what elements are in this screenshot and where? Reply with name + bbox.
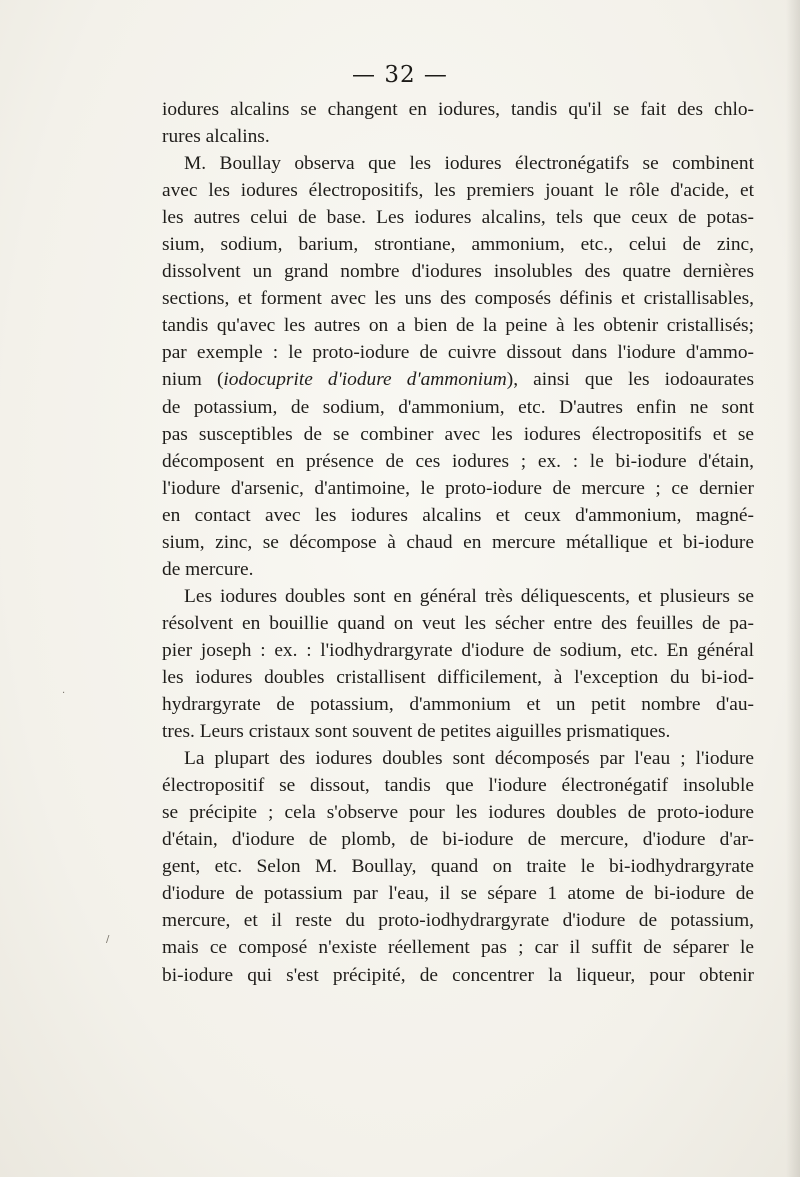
text-line: pier joseph : ex. : l'iodhydrargyrate d'iodure de sodium, etc. En général [162,639,754,661]
margin-speck: / [106,934,110,945]
page-edge-shadow [786,0,800,1177]
text-line: de potassium, de sodium, d'ammonium, etc. D'autres enfin ne sont [162,396,754,418]
margin-speck: · [62,688,66,699]
text-line: sium, sodium, barium, strontiane, ammonium, etc., celui de zinc, [162,234,754,256]
text-line: l'iodure d'arsenic, d'antimoine, le proto-iodure de mercure ; ce dernier [162,477,754,499]
text-line: hydrargyrate de potassium, d'ammonium et un petit nombre d'au- [162,694,754,716]
text-line: La plupart des iodures doubles sont décomposés par l'eau ; l'iodure [184,748,754,770]
text-line: rures alcalins. [162,126,270,148]
text-line: sections, et forment avec les uns des composés définis et cristallisables, [162,288,754,310]
italic-term: iodocuprite d'iodure d'ammonium [223,369,507,391]
text-line: résolvent en bouillie quand on veut les sécher entre des feuilles de pa- [162,612,754,634]
text-line: mais ce composé n'existe réellement pas ; car il suffit de séparer le [162,937,754,959]
text-line: dissolvent un grand nombre d'iodures insolubles des quatre dernières [162,261,754,283]
text-line: Les iodures doubles sont en général très déliquescents, et plusieurs se [184,585,754,607]
text-line: M. Boullay observa que les iodures électronégatifs se combinent [184,153,754,175]
text-line: les autres celui de base. Les iodures alcalins, tels que ceux de potas- [162,207,754,229]
text-line: de mercure. [162,558,254,580]
text-line: gent, etc. Selon M. Boullay, quand on traite le bi-iodhydrargyrate [162,856,754,878]
text-line: les iodures doubles cristallisent difficilement, à l'exception du bi-iod- [162,666,754,688]
text-line: tandis qu'avec les autres on a bien de la peine à les obtenir cristallisés; [162,315,754,337]
text-line: tres. Leurs cristaux sont souvent de petites aiguilles prismatiques. [162,721,671,743]
text-line-with-italic [162,366,754,393]
page-number: — 32 — [352,62,448,88]
text-line: en contact avec les iodures alcalins et ceux d'ammonium, magné- [162,504,754,526]
text-line: iodures alcalins se changent en iodures, tandis qu'il se fait des chlo- [162,99,754,120]
text-line: d'étain, d'iodure de plomb, de bi-iodure de mercure, d'iodure d'ar- [162,829,754,851]
text-line: avec les iodures électropositifs, les premiers jouant le rôle d'acide, et [162,180,754,202]
text-line: mercure, et il reste du proto-iodhydrargyrate d'iodure de potassium, [162,910,754,932]
text-line: pas susceptibles de se combiner avec les iodures électropositifs et se [162,423,754,445]
text-fragment: nium ( [162,369,224,391]
body-text [162,96,754,989]
text-line: décomposent en présence de ces iodures ; ex. : le bi-iodure d'étain, [162,450,754,472]
text-line: se précipite ; cela s'observe pour les iodures doubles de proto-iodure [162,802,754,824]
text-fragment: ), ainsi que les iodoaurates [506,369,754,391]
text-line: bi-iodure qui s'est précipité, de concentrer la liqueur, pour obtenir [162,964,754,986]
text-line: par exemple : le proto-iodure de cuivre dissout dans l'iodure d'ammo- [162,342,754,364]
text-line: sium, zinc, se décompose à chaud en mercure métallique et bi-iodure [162,531,754,553]
text-line: électropositif se dissout, tandis que l'iodure électronégatif insoluble [162,775,754,797]
text-line: d'iodure de potassium par l'eau, il se sépare 1 atome de bi-iodure de [162,883,754,905]
